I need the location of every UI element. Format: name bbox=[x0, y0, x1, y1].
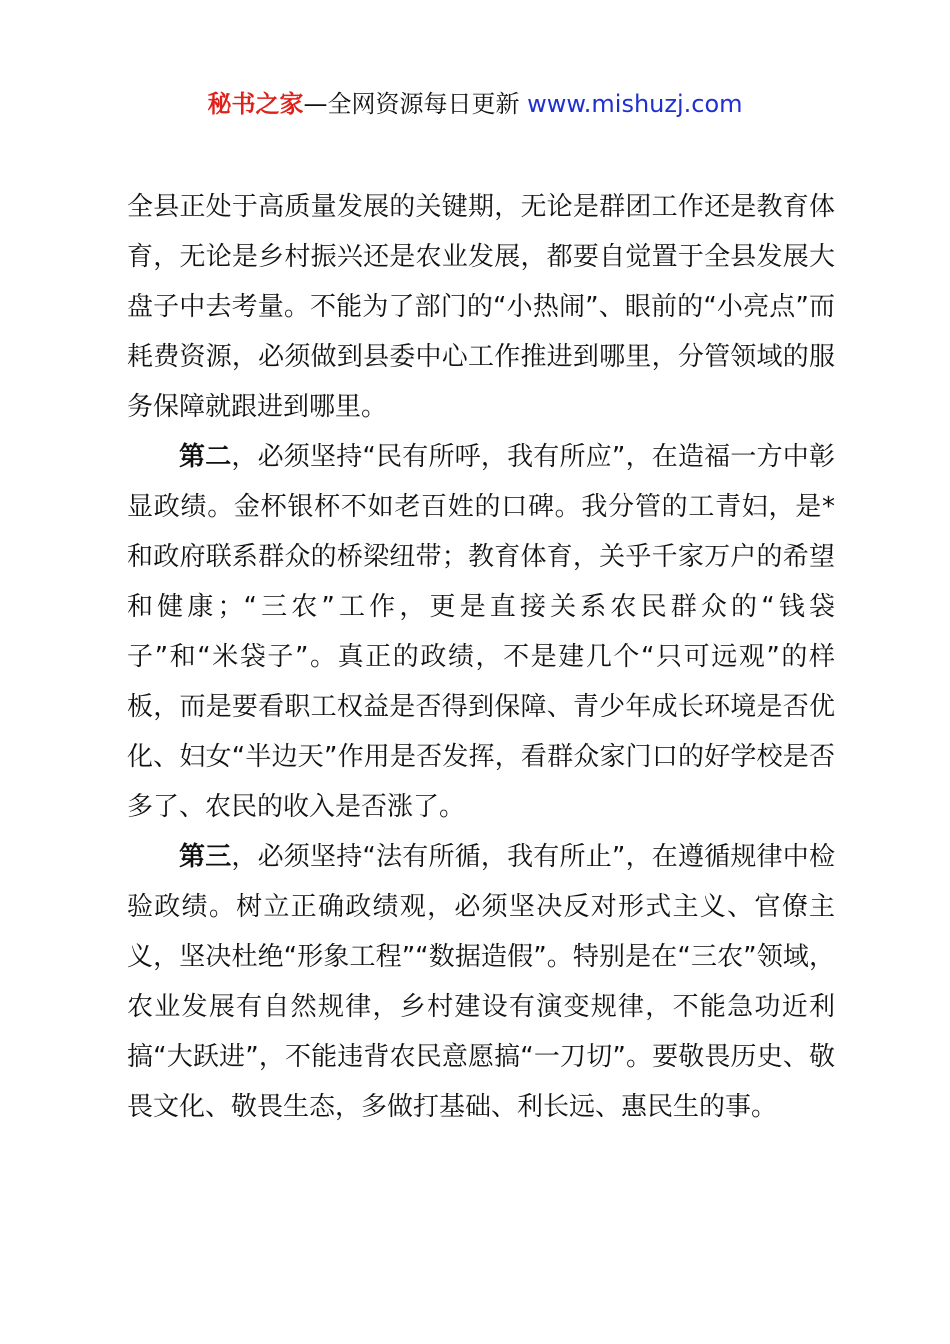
paragraph-text: ，必须坚持“法有所循，我有所止”，在遵循规律中检验政绩。树立正确政绩观，必须坚决反对形式主义、官僚主义，坚决杜绝“形象工程”“数据造假”。特别是在“三农”领域，农业发展有自然规律，乡村建设有演变规律，不能急功近利搞“大跃进”，不能违背农民意愿搞“一刀切”。要敬畏历史、敬畏文化、敬畏生态，多做打基础、利长远、惠民生的事。 bbox=[127, 842, 835, 1122]
page-header bbox=[0, 86, 950, 122]
paragraph-text: ，必须坚持“民有所呼，我有所应”，在造福一方中彰显政绩。金杯银杯不如老百姓的口碑。我分管的工青妇，是*和政府联系群众的桥梁纽带；教育体育，关乎千家万户的希望和健康；“三农”工作，更是直接关系农民群众的“钱袋子”和“米袋子”。真正的政绩，不是建几个“只可远观”的样板，而是要看职工权益是否得到保障、青少年成长环境是否优化、妇女“半边天”作用是否发挥，看群众家门口的好学校是否多了、农民的收入是否涨了。 bbox=[127, 442, 835, 822]
paragraph-3 bbox=[127, 832, 835, 1132]
paragraph-lead: 第三 bbox=[179, 842, 232, 872]
header-tagline: —全网资源每日更新 bbox=[303, 90, 520, 118]
paragraph-2 bbox=[127, 432, 835, 832]
document-body bbox=[127, 182, 835, 1132]
paragraph-lead: 第二 bbox=[179, 442, 232, 472]
paragraph-text: 全县正处于高质量发展的关键期，无论是群团工作还是教育体育，无论是乡村振兴还是农业发展，都要自觉置于全县发展大盘子中去考量。不能为了部门的“小热闹”、眼前的“小亮点”而耗费资源，必须做到县委中心工作推进到哪里，分管领域的服务保障就跟进到哪里。 bbox=[127, 192, 835, 422]
site-url: www.mishuzj.com bbox=[527, 90, 743, 118]
brand-name: 秘书之家 bbox=[207, 90, 304, 118]
paragraph-1 bbox=[127, 182, 835, 432]
